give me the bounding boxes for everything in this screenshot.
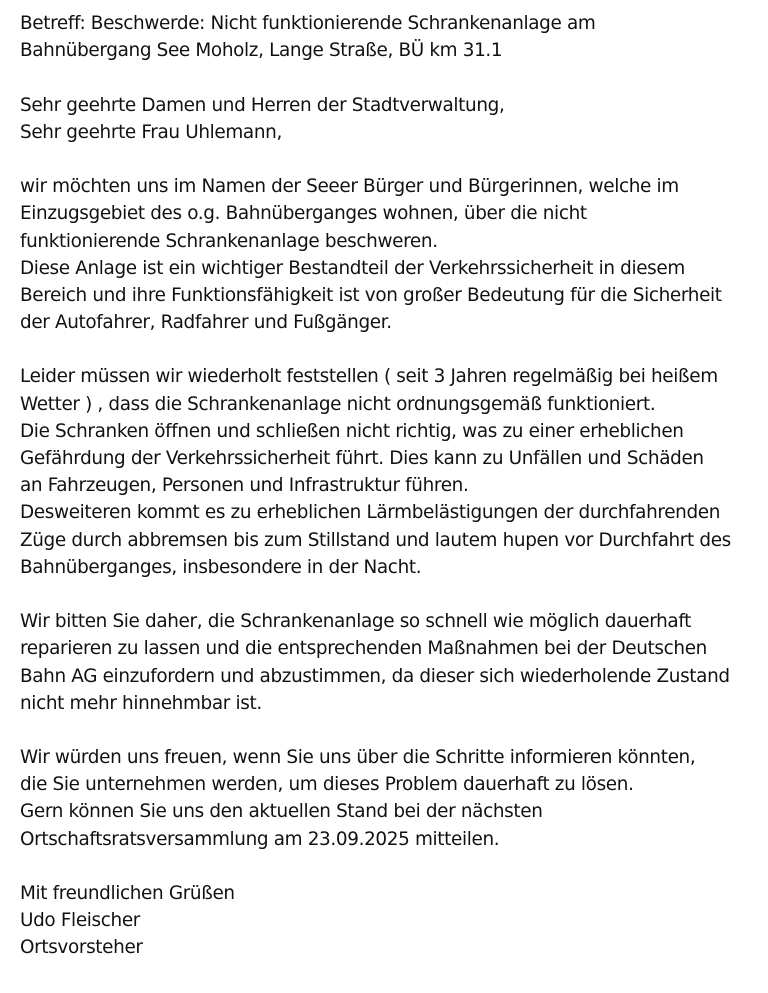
paragraph-line: Diese Anlage ist ein wichtiger Bestandteil der Verkehrssicherheit in diesem [20,257,685,279]
paragraph-line: Wir würden uns freuen, wenn Sie uns über die Schritte informieren könnten, [20,747,696,769]
blank-line [20,717,760,744]
paragraph-line: Die Schranken öffnen und schließen nicht richtig, was zu einer erheblichen [20,420,684,442]
blank-line [20,581,760,608]
paragraph-problem [20,363,760,581]
salutation-line: Sehr geehrte Frau Uhlemann, [20,121,282,143]
letter-body [20,10,760,962]
signer-name: Udo Fleischer [20,910,141,932]
paragraph-line: Bahn AG einzufordern und abzustimmen, da dieser sich wiederholende Zustand [20,665,730,687]
paragraph-line: nicht mehr hinnehmbar ist. [20,692,262,714]
blank-line [20,64,760,91]
signer-title: Ortsvorsteher [20,937,143,959]
paragraph-line: Wetter ) , dass die Schrankenanlage nicht ordnungsgemäß funktioniert. [20,393,656,415]
paragraph-line: Bahnüberganges, insbesondere in der Nacht. [20,556,422,578]
subject-line: Betreff: Beschwerde: Nicht funktionierende Schrankenanlage am [20,13,596,34]
blank-line [20,336,760,363]
subject-line: Bahnübergang See Moholz, Lange Straße, BÜ km 31.1 [20,40,503,62]
salutation-block [20,92,760,146]
paragraph-line: der Autofahrer, Radfahrer und Fußgänger. [20,312,392,334]
paragraph-line: Leider müssen wir wiederholt feststellen ( seit 3 Jahren regelmäßig bei heißem [20,366,718,388]
salutation-line: Sehr geehrte Damen und Herren der Stadtverwaltung, [20,94,505,116]
paragraph-intro [20,173,760,336]
paragraph-line: Wir bitten Sie daher, die Schrankenanlage so schnell wie möglich dauerhaft [20,611,691,633]
paragraph-line: wir möchten uns im Namen der Seeer Bürger und Bürgerinnen, welche im [20,176,679,198]
paragraph-line: die Sie unternehmen werden, um dieses Problem dauerhaft zu lösen. [20,774,634,796]
paragraph-line: Gefährdung der Verkehrssicherheit führt. Dies kann zu Unfällen und Schäden [20,448,704,469]
closing-greeting: Mit freundlichen Grüßen [20,883,235,904]
paragraph-line: reparieren zu lassen und die entsprechenden Maßnahmen bei der Deutschen [20,638,707,660]
paragraph-request [20,608,760,717]
paragraph-line: Bereich und ihre Funktionsfähigkeit ist von großer Bedeutung für die Sicherheit [20,284,722,306]
closing-block [20,880,760,962]
paragraph-line: Ortschaftsratsversammlung am 23.09.2025 mitteilen. [20,828,500,850]
paragraph-followup [20,744,760,853]
blank-line [20,853,760,880]
paragraph-line: Züge durch abbremsen bis zum Stillstand und lautem hupen vor Durchfahrt des [20,529,731,551]
subject-block [20,10,760,64]
paragraph-line: Desweiteren kommt es zu erheblichen Lärmbelästigungen der durchfahrenden [20,502,721,524]
blank-line [20,146,760,173]
paragraph-line: an Fahrzeugen, Personen und Infrastruktur führen. [20,475,469,497]
paragraph-line: Gern können Sie uns den aktuellen Stand bei der nächsten [20,801,543,823]
paragraph-line: funktionierende Schrankenanlage beschweren. [20,230,438,252]
paragraph-line: Einzugsgebiet des o.g. Bahnüberganges wohnen, über die nicht [20,203,587,225]
